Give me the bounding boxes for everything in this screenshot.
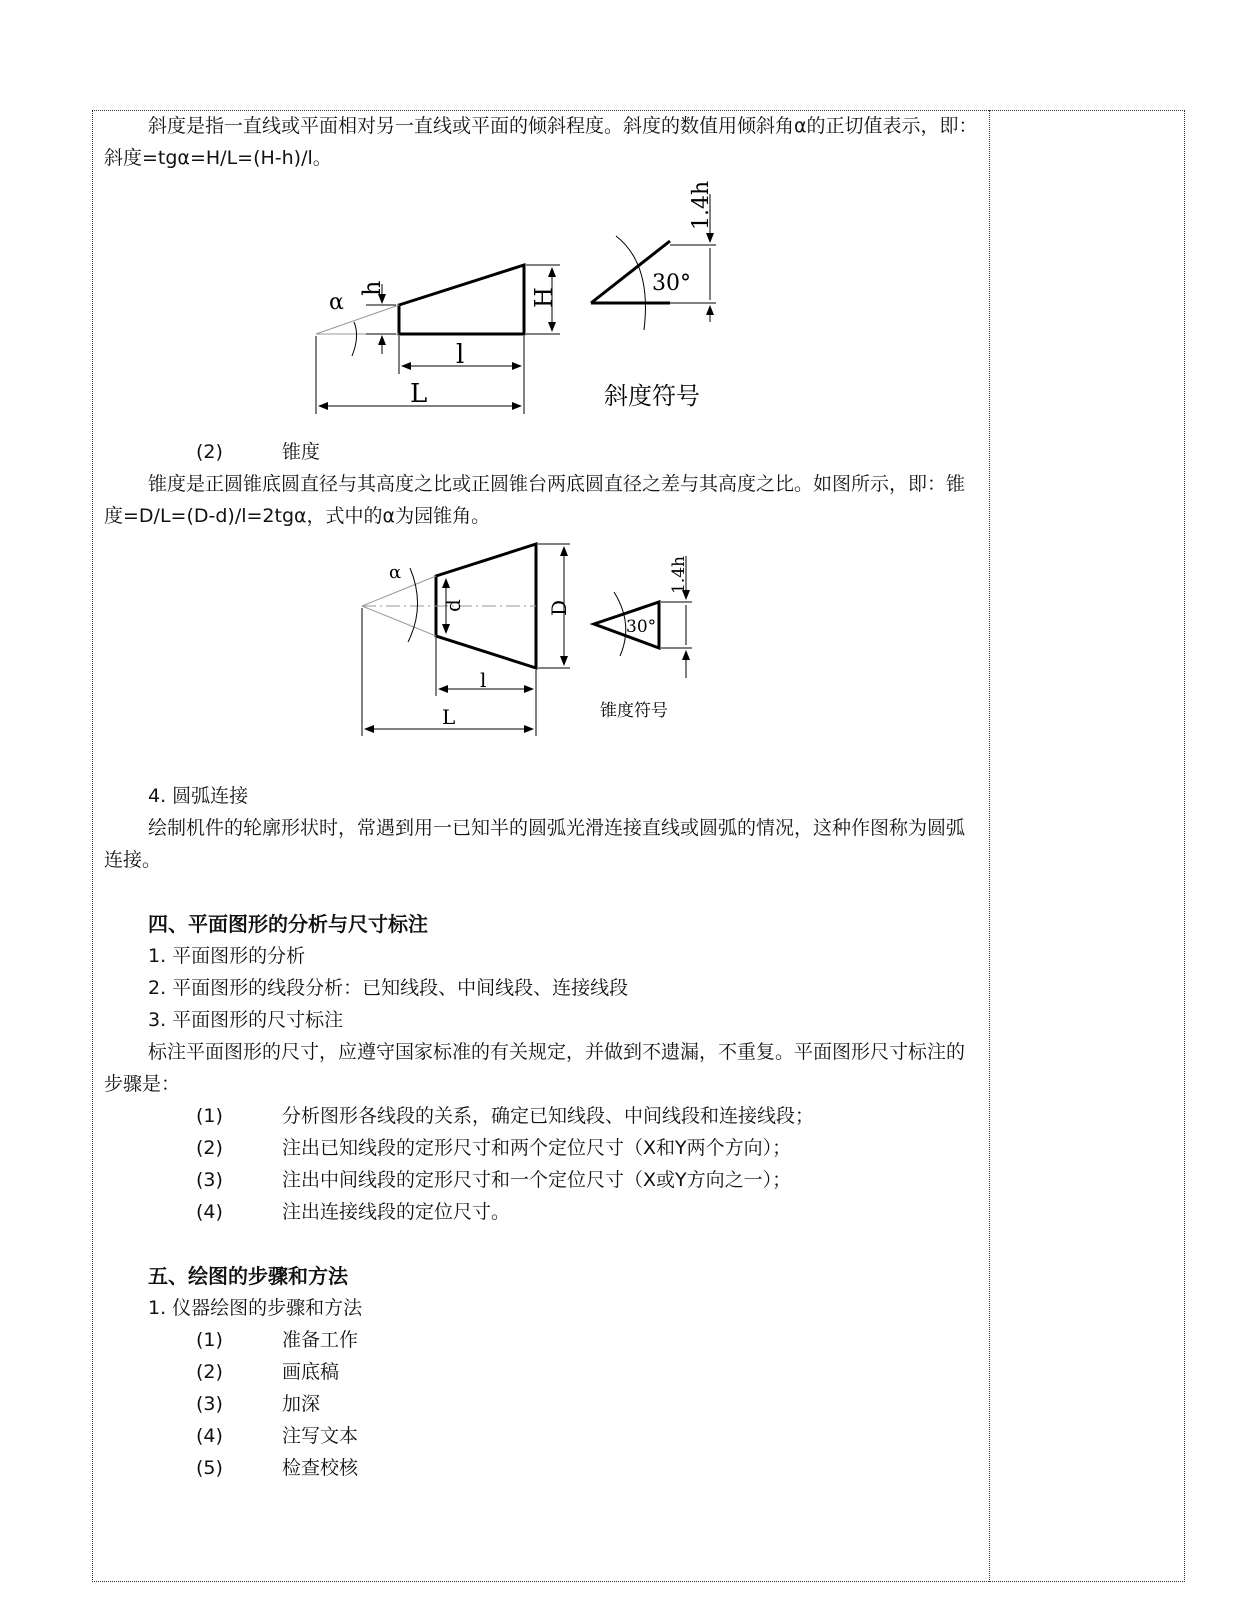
section4-step: (3) 注出中间线段的定形尺寸和一个定位尺寸（X或Y方向之一）； xyxy=(196,1169,792,1191)
arc-paragraph: 绘制机件的轮廓形状时，常遇到用一已知半的圆弧光滑连接直线或圆弧的情况，这种作图称为圆弧连接。 xyxy=(104,817,966,871)
section4-step: (4) 注出连接线段的定位尺寸。 xyxy=(196,1201,511,1223)
slope-shape xyxy=(399,265,524,334)
section5-step: (3) 加深 xyxy=(196,1393,321,1415)
taper-alpha-label: α xyxy=(389,562,402,583)
section5-step: (4) 注写文本 xyxy=(196,1425,359,1447)
slope-alpha-label: α xyxy=(329,290,344,315)
section4-step: (2) 注出已知线段的定形尺寸和两个定位尺寸（X和Y两个方向）； xyxy=(196,1137,792,1159)
section4-item-1: 1. 平面图形的分析 xyxy=(148,945,306,967)
slope-diagram xyxy=(104,174,980,436)
taper-symbol-caption: 锥度符号 xyxy=(600,701,668,721)
taper-D-label: D xyxy=(547,599,571,616)
slope-symbol-caption: 斜度符号 xyxy=(604,382,700,410)
taper-symbol-1-4h: 1.4h xyxy=(669,556,689,594)
taper-diagram xyxy=(104,532,980,780)
section5-step: (2) 画底稿 xyxy=(196,1361,340,1383)
section4-item-3: 3. 平面图形的尺寸标注 xyxy=(148,1009,344,1031)
taper-L-label: L xyxy=(442,705,456,729)
section5-step: (1) 准备工作 xyxy=(196,1329,359,1351)
column-divider xyxy=(989,110,990,1582)
section4-step: (1) 分析图形各线段的关系，确定已知线段、中间线段和连接线段； xyxy=(196,1105,815,1127)
main-content xyxy=(104,110,980,1484)
slope-symbol-angle: 30° xyxy=(652,271,691,296)
slope-h-label: h xyxy=(358,280,386,296)
taper-heading-title: 锥度 xyxy=(282,441,321,463)
taper-d-label: d xyxy=(441,599,465,612)
section5-item-1: 1. 仪器绘图的步骤和方法 xyxy=(148,1297,363,1319)
taper-symbol-angle: 30° xyxy=(626,617,657,637)
section5-step: (5) 检查校核 xyxy=(196,1457,359,1479)
slope-l-label: l xyxy=(456,340,465,370)
slope-H-label: H xyxy=(530,287,558,308)
section4-paragraph: 标注平面图形的尺寸，应遵守国家标准的有关规定，并做到不遗漏，不重复。平面图形尺寸标注的步骤是： xyxy=(104,1041,966,1095)
section4-title: 四、平面图形的分析与尺寸标注 xyxy=(148,912,428,936)
slope-L-label: L xyxy=(410,379,428,409)
section5-title: 五、绘图的步骤和方法 xyxy=(148,1264,348,1288)
taper-paragraph: 锥度是正圆锥底圆直径与其高度之比或正圆锥台两底圆直径之差与其高度之比。如图所示，即：锥度=D/L=(D-d)/l=2tgα，式中的α为园锥角。 xyxy=(104,473,966,527)
section4-item-2: 2. 平面图形的线段分析：已知线段、中间线段、连接线段 xyxy=(148,977,629,999)
slope-figure xyxy=(104,174,980,436)
taper-figure xyxy=(104,532,980,780)
arc-heading: 4. 圆弧连接 xyxy=(148,785,249,807)
slope-symbol-1-4h: 1.4h xyxy=(689,180,714,230)
slope-paragraph: 斜度是指一直线或平面相对另一直线或平面的倾斜程度。斜度的数值用倾斜角α的正切值表示，即：斜度=tgα=H/L=(H-h)/l。 xyxy=(104,115,978,169)
taper-l-label: l xyxy=(480,668,487,692)
taper-heading xyxy=(104,436,980,468)
taper-heading-number: (2) xyxy=(196,441,223,463)
